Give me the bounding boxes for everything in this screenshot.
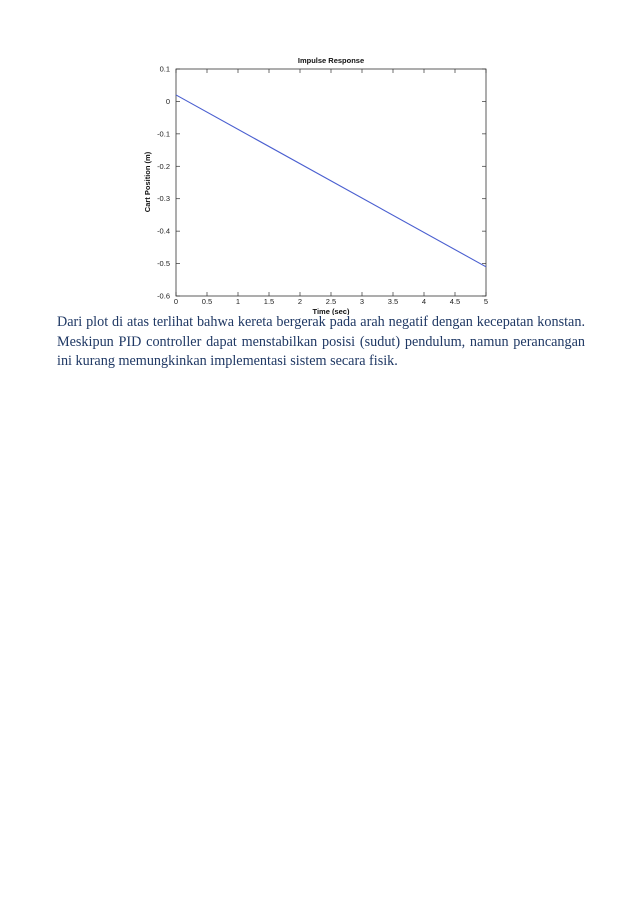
y-tick-label: -0.1: [157, 129, 170, 139]
y-tick-label: -0.2: [157, 161, 170, 171]
y-tick-label: 0.1: [159, 64, 170, 74]
x-tick-label: 4: [421, 297, 427, 306]
x-tick-label: 5: [483, 297, 489, 306]
plot-frame: [176, 69, 486, 296]
x-axis-label: Time (sec): [312, 307, 350, 315]
chart-title: Impulse Response: [297, 56, 365, 65]
x-tick-label: 2: [297, 297, 303, 306]
x-tick-label: 2.5: [325, 297, 337, 306]
y-tick-label: -0.6: [157, 291, 170, 301]
y-axis-label: Cart Position (m): [143, 151, 152, 213]
x-tick-label: 0.5: [201, 297, 213, 306]
series-line: [176, 95, 486, 267]
x-tick-label: 1.5: [263, 297, 275, 306]
x-tick-label: 4.5: [449, 297, 461, 306]
y-tick-label: -0.5: [157, 259, 170, 269]
x-tick-label: 0: [173, 297, 179, 306]
x-tick-label: 1: [235, 297, 241, 306]
body-paragraph: Dari plot di atas terlihat bahwa kereta bergerak pada arah negatif dengan kecepatan konstan. Meskipun PID controller dapat menstabilkan posisi (sudut) pendulum, namun perancangan ini kurang memungkinkan implementasi sistem secara fisik.: [57, 314, 585, 369]
x-tick-label: 3.5: [387, 297, 399, 306]
axis-ticks: [157, 65, 488, 307]
y-tick-label: 0: [165, 96, 170, 106]
y-tick-label: -0.3: [157, 194, 170, 204]
y-tick-label: -0.4: [157, 226, 170, 236]
x-tick-label: 3: [359, 297, 365, 306]
impulse-response-chart: [0, 0, 638, 315]
series-layer: [176, 95, 486, 267]
